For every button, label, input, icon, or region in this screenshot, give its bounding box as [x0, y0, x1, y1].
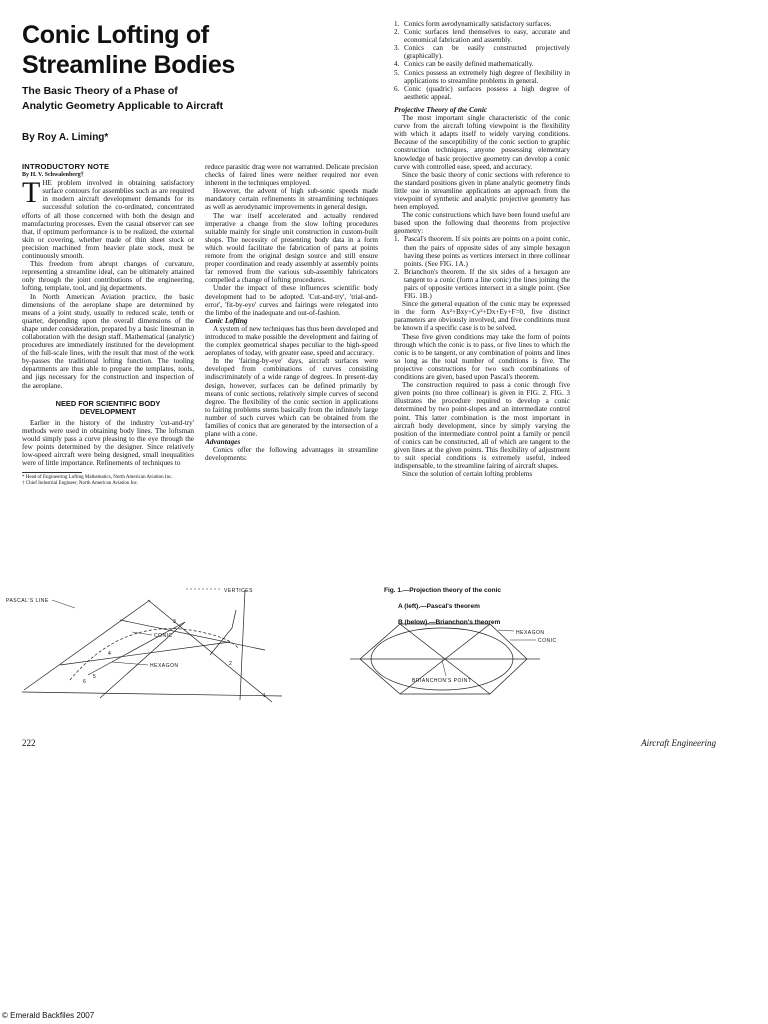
conic-label: CONIC — [538, 638, 557, 644]
list-item: 1. Conics form aerodynamically satisfactory surfaces. — [394, 20, 552, 28]
col3-paragraph-1: The most important single characteristic of the conic curve from the aircraft lofting viewpoint is the flexibility with which it adapts itself to widely varying conditions. Because of the susceptibility of the conic section to graphic construction techniques, anyone possessing elementary knowledge of basic projective geometry can develop a conic curve with controlled ease, speed, and accuracy. — [394, 114, 570, 171]
vertex-number: 2 — [229, 661, 233, 667]
footnote-2: † Chief Industrial Engineer, North American Aviation Inc. — [22, 481, 139, 487]
col3-paragraph-5: These five given conditions may take the form of points through which the conic is to pass, or five lines to which the conic is to be tangent, or any combination of points and lines so long as the total number of conditions is five. The projective constructions for two such combinations of conditions are given, based upon Pascal's theorem. — [394, 332, 570, 382]
intro-paragraph-1: THE problem involved in obtaining satisfactory surface contours for assemblies such as are required in modern aircraft development demands for its successful solution the co-ordinated, concentrated efforts of all those concerned with both the design and manufacturing processes. Even the casual observer can see that, if optimum performance is to be realized, the external skin or covering, whether made of thin sheet stock or precision machined from heavier plate stock, must be continuously smooth. — [22, 176, 194, 261]
hexagon-label: HEXAGON — [516, 630, 545, 636]
subtitle-line-2: Analytic Geometry Applicable to Aircraft — [22, 100, 224, 112]
intro-paragraph-3: In North American Aviation practice, the basic dimensions of the aeroplane shape are determined by means of a joint study, usually to reduced scale, tenth or quarter, depending upon the overall dimensions of the shape under consideration, prepared by a basic linesman in collaboration with the design staff. Mathematical (analytic) procedures are immediately instituted for the development of the full-scale lines, with the result that most of the work by-passes the traditional lofting function. The tooling departments are thus able to prepare the templates, tools, and jigs necessary for the construction and inspection of the aeroplane. — [22, 292, 194, 390]
title-line-2: Streamline Bodies — [22, 51, 236, 79]
theorems-list — [394, 235, 570, 300]
journal-name: Aircraft Engineering — [641, 738, 716, 748]
col2-paragraph-3: The war itself accelerated and actually rendered imperative a change from the slow lofting procedures suitable mainly for single unit construction in custom-built shops. The necessity of presenting body data in a form which would facilitate the fabrication of parts at points remote from the original design source and still ensure proper coordination and ready assembly at assembly points far removed from the various sub-assembly fabricators compelled a change of lofting procedures. — [205, 211, 378, 285]
list-item: 5. Conics possess an extremely high degree of flexibility in applications to streamline problems in general. — [394, 68, 570, 85]
intro-author: By H. V. Schwalenberg† — [22, 172, 84, 179]
intro-heading: INTRODUCTORY NOTE — [22, 162, 110, 171]
column-2 — [205, 163, 378, 462]
brianchon-figure — [350, 620, 557, 710]
advantages-list — [394, 20, 570, 101]
baseline-line — [22, 692, 282, 696]
col3-paragraph-4: Since the general equation of the conic may be expressed in the form Ax²+Bxy+Cy²+Dx+Ey+F=0, five distinct parameters are obviously involved, and five conditions must be known if a specific case is to be solved. — [394, 300, 570, 333]
pascals-line — [24, 600, 150, 690]
vertex-number: 6 — [83, 679, 87, 685]
vertices-label: VERTICES — [224, 588, 253, 594]
col2-paragraph-7: Conics offer the following advantages in streamline developments: — [205, 446, 378, 463]
caption-line-3: B (below).—Brianchon's theorem — [398, 619, 501, 626]
footnote-1: * Head of Engineering Lofting Mathematics, North American Aviation Inc. — [22, 475, 173, 481]
pascals-line-label: PASCAL'S LINE — [6, 598, 49, 604]
list-item: 4. Conics can be easily defined mathematically. — [394, 60, 534, 69]
brianchon-label: BRIANCHON'S POINT — [412, 678, 472, 684]
byline: By Roy A. Liming* — [22, 132, 109, 143]
column-3 — [394, 20, 570, 478]
conic-label: CONIC — [154, 633, 173, 639]
article-subtitle — [22, 84, 223, 114]
hexagon-side — [148, 600, 272, 702]
col2-paragraph-4: Under the impact of these influences scientific body development had to be adopted. 'Cut-and-try', 'trial-and-error', 'fit-by-eye' curves and fairings were relegated into the limbo of the inadequate and out-of-fashion. — [205, 284, 378, 317]
vertex-number: 4 — [108, 651, 112, 657]
subtitle-line-1: The Basic Theory of a Phase of — [22, 85, 178, 97]
hexagon-side — [210, 628, 232, 655]
col3-paragraph-7: Since the solution of certain lofting problems — [402, 470, 533, 479]
caption-line-2: A (left).—Pascal's theorem — [398, 603, 480, 610]
col2-paragraph-5: A system of new techniques has thus been developed and introduced to make possible the development and fairing of the complex geometrical shapes peculiar to the high-speed aeroplanes of today, with greater ease, speed and accuracy. — [205, 324, 378, 358]
need-heading: NEED FOR SCIENTIFIC BODY DEVELOPMENT — [55, 398, 161, 416]
hexagon-label: HEXAGON — [150, 663, 179, 669]
page-number: 222 — [22, 738, 36, 748]
col2-paragraph-1: reduce parasitic drag were not warranted. Delicate precision checks of faired lines were neither required nor even inherent in the techniques employed. — [205, 163, 378, 188]
advantages-heading: Advantages — [205, 437, 241, 447]
intro-paragraph-2: This freedom from abrupt changes of curvature, representing a streamline ideal, can be ultimately attained only through the joint contributions of the engineering, lofting, template, tool, and jig departments. — [22, 260, 194, 293]
projective-heading: Projective Theory of the Conic — [394, 104, 488, 114]
vertex-number: 1 — [263, 693, 267, 699]
column-1 — [22, 163, 194, 487]
title-line-1: Conic Lofting of — [22, 21, 209, 49]
article-title — [22, 20, 235, 80]
footnote-rule — [22, 472, 82, 473]
col3-paragraph-6: The construction required to pass a conic through five given points (no three collinear) is given in FIG. 2. FIG. 3 illustrates the procedure required to develop a conic determined by two point-slopes and an intermediate control point. This latter combination is the most important in aircraft body development, since by simply varying the position of the intermediate control point a family or pencil of conics can be constructed, all of which are tangent to the given lines at the given points. This flexibility of adjustment to suit special conditions is extremely useful, indeed indispensable, to the streamline fairing of aircraft shapes. — [394, 381, 570, 471]
list-item: 3. Conics can be easily constructed projectively (graphically). — [394, 44, 570, 61]
col3-paragraph-3: The conic constructions which have been found useful are based upon the following dual theorems from projective geometry: — [394, 211, 570, 236]
vertex-number: 3 — [173, 619, 177, 625]
dropcap: T — [22, 176, 41, 210]
col3-paragraph-2: Since the basic theory of conic sections with reference to the standard positions given in plane analytic geometry finds little use in streamline applications an approach from the viewpoint of synthetic and analytic projective geometry has been employed. — [394, 170, 570, 212]
list-item: 2. Conic surfaces lend themselves to easy, accurate and economical fabrication and assembly. — [394, 28, 570, 45]
pascal-figure — [0, 580, 380, 710]
list-item: 2. Brianchon's theorem. If the six sides of a hexagon are tangent to a conic (form a line conic) the lines joining the pairs of opposite vertices intersect in a single point. (See FIG. 1B.) — [394, 267, 570, 301]
conic-lofting-heading: Conic Lofting — [205, 315, 248, 325]
copyright-notice: © Emerald Backfiles 2007 — [2, 1011, 95, 1020]
hexagon-side — [232, 610, 236, 628]
caption-line-1: Fig. 1.—Projection theory of the conic — [384, 587, 502, 594]
list-item: 1. Pascal's theorem. If six points are points on a point conic, then the pairs of opposite sides of any simple hexagon having these points as vertices intersect in three collinear points. (See FIG. 1A.) — [394, 235, 570, 268]
need-paragraph: Earlier in the history of the industry 'cut-and-try' methods were used in obtaining body lines. The loftsman would simply pass a curve pleasing to the eye through the few points determined by the designer. Since relatively low-speed aircraft were being designed, small inequalities were of little importance. Refinements of techniques to — [22, 418, 194, 468]
vertex-number: 5 — [93, 674, 97, 680]
list-item: 6. Conic (quadric) surfaces possess a high degree of aesthetic appeal. — [394, 84, 570, 101]
col2-paragraph-2: However, the advent of high sub-sonic speeds made mandatory certain refinements in streamlining techniques as well as aerodynamic improvements in general design. — [205, 187, 378, 212]
col2-paragraph-6: In the 'fairing-by-eye' days, aircraft surfaces were developed from combinations of curves consisting indiscriminately of a wide range of degrees. In present-day design, however, surfaces can be defined primarily by means of conic sections, relatively simple curves of second degree. The flexibility of the conic section in applications to fairing problems stems basically from the infinitely large number of such curves which can be obtained from the families of conics that are generated by the intersection of a plane with a cone. — [205, 357, 378, 439]
